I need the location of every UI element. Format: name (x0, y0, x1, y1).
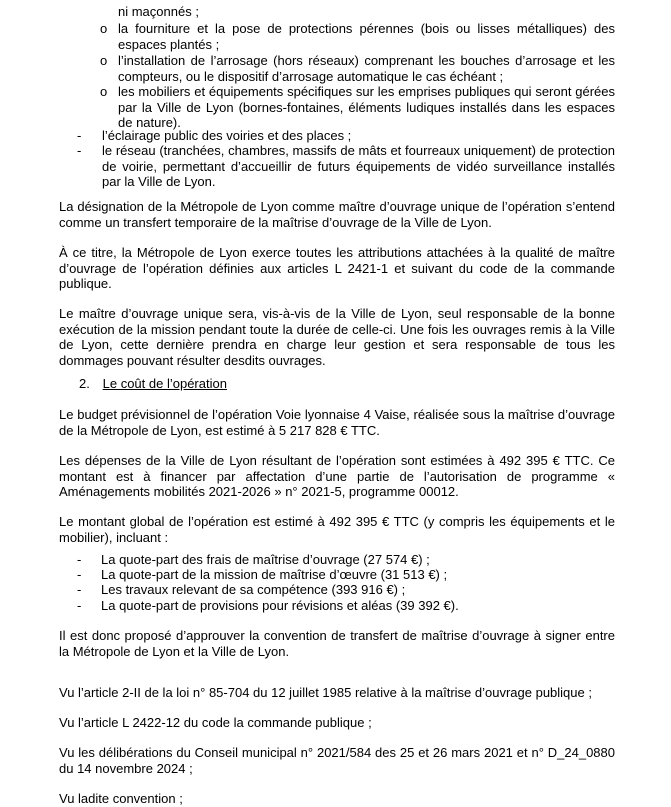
section-heading (79, 376, 227, 392)
list-item (100, 21, 615, 52)
vu-convention: Vu ladite convention ; (59, 791, 183, 806)
vu-deliberations: Vu les délibérations du Conseil municipal n° 2021/584 des 25 et 26 mars 2021 et n° D_24_0880 du 14 novembre 2024 ; (59, 745, 615, 776)
dash-marker: - (77, 567, 82, 582)
paragraph-budget: Le budget prévisionnel de l’opération Voie lyonnaise 4 Vaise, réalisée sous la maîtrise d’ouvrage de la Métropole de Lyon, est estimé à 5 217 828 € TTC. (59, 407, 615, 438)
list-item-text: La quote-part des frais de maîtrise d’ouvrage (27 574 €) ; (101, 552, 430, 567)
list-item (77, 128, 615, 144)
list-item-text: le réseau (tranchées, chambres, massifs de mâts et fourreaux uniquement) de protection de voirie, permettant d’accueillir de futurs équipements de vidéo surveillance installés par la Ville de Lyon. (102, 143, 615, 189)
dash-marker: - (77, 552, 82, 567)
dash-marker: - (77, 128, 82, 143)
list-item-text: l’installation de l’arrosage (hors réseaux) comprenant les bouches d’arrosage et les compteurs, ou le dispositif d’arrosage automatique le cas échéant ; (118, 53, 615, 84)
list-item (77, 582, 615, 598)
vu-article-loi: Vu l’article 2-II de la loi n° 85-704 du 12 juillet 1985 relative à la maîtrise d’ouvrage publique ; (59, 685, 592, 700)
vu-article-code: Vu l’article L 2422-12 du code la commande publique ; (59, 715, 372, 730)
list-item-text: l’éclairage public des voiries et des places ; (102, 128, 352, 143)
bullet-marker: o (100, 21, 108, 36)
list-item (77, 567, 615, 583)
paragraph-maitre: Le maître d’ouvrage unique sera, vis-à-vis de la Ville de Lyon, seul responsable de la bonne exécution de la mission pendant toute la durée de celle-ci. Une fois les ouvrages remis à la Ville de Lyon, cette dernière prendra en charge leur gestion et sera responsable de tous les dommages pouvant résulter desdits ouvrages. (59, 306, 615, 368)
list-item (77, 143, 615, 190)
list-item-text: ni maçonnés ; (118, 4, 199, 19)
section-number: 2. (79, 376, 90, 391)
list-item (100, 53, 615, 84)
dash-marker: - (77, 582, 82, 597)
paragraph-designation: La désignation de la Métropole de Lyon comme maître d’ouvrage unique de l’opération s’entend comme un transfert temporaire de la maîtrise d’ouvrage de la Ville de Lyon. (59, 199, 615, 230)
paragraph-depenses: Les dépenses de la Ville de Lyon résultant de l’opération sont estimées à 492 395 € TTC. Ce montant est à financer par affectation d’une partie de l’autorisation de programme « Aménagements mobilités 2021-2026 » n° 2021-5, programme 00012. (59, 453, 615, 499)
dash-marker: - (77, 143, 82, 158)
list-item-text: Les travaux relevant de sa compétence (393 916 €) ; (101, 582, 406, 597)
list-item-text: la fourniture et la pose de protections pérennes (bois ou lisses métalliques) des espaces plantés ; (118, 21, 615, 52)
list-item-text: les mobiliers et équipements spécifiques sur les emprises publiques qui seront gérées par la Ville de Lyon (bornes-fontaines, éléments ludiques installés dans les espaces de nature). (118, 84, 615, 130)
list-item (77, 552, 615, 568)
list-item-text: La quote-part de provisions pour révisions et aléas (39 392 €). (101, 598, 459, 613)
section-title: Le coût de l’opération (102, 376, 227, 391)
bullet-marker: o (100, 53, 108, 68)
paragraph-propose: Il est donc proposé d’approuver la convention de transfert de maîtrise d’ouvrage à signer entre la Métropole de Lyon et la Ville de Lyon. (59, 628, 615, 659)
list-item-text: La quote-part de la mission de maîtrise d’œuvre (31 513 €) ; (101, 567, 448, 582)
dash-marker: - (77, 598, 82, 613)
paragraph-montant: Le montant global de l’opération est estimé à 492 395 € TTC (y compris les équipements et le mobilier), incluant : (59, 514, 615, 545)
list-item (77, 598, 615, 614)
paragraph-titre: À ce titre, la Métropole de Lyon exerce toutes les attributions attachées à la qualité de maître d’ouvrage de l’opération définies aux articles L 2421-1 et suivant du code de la commande publique. (59, 245, 615, 291)
list-item (100, 84, 615, 131)
bullet-marker: o (100, 84, 108, 99)
sub-list-continuation (118, 4, 615, 20)
